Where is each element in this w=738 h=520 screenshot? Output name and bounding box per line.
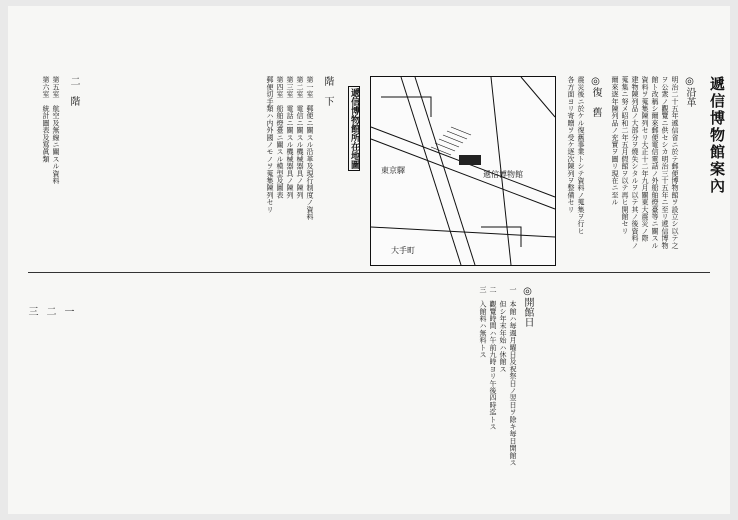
page-title: 遞信博物館案內 [708, 76, 726, 195]
kaikan-heading: ◎開館日 [522, 286, 533, 327]
enkaku-line: 蒐集ニ努メ昭和二年五月假館ヲ以テ再ヒ開館セリ [621, 76, 629, 235]
numbered-markers [26, 306, 72, 316]
kaika-line: 第四室 船舶燈臺ニ關スル模型及圖表 [276, 76, 284, 199]
kaika-heading: 階 下 [322, 76, 333, 106]
kaikan-line: 三 入館料ハ無料トス [479, 286, 487, 358]
enkaku-line: 爾來逐年陳列品ノ充實ヲ圖リ現在ニ至ル [611, 76, 619, 206]
nikai-line: 第五室 航空及無線ニ關スル資料 [52, 76, 60, 184]
nikai-heading: 二 階 [68, 76, 79, 106]
enkaku-line: 資料ヲ蒐集陳列セリ大正十二年九月關東大震災ノ際 [641, 76, 649, 242]
enkaku-line: ヲ公衆ノ觀覽ニ供セシカ明治三十五年ニ至リ遞信博物 [661, 76, 669, 249]
kaikan-line: 一 本館ハ毎週月曜日及祝祭日ノ翌日ヲ除キ毎日開館ス [509, 286, 517, 466]
marker-number: 二 [44, 306, 55, 316]
fukkyu-heading: ◎復 舊 [590, 76, 601, 117]
map-label-station: 東京驛 [381, 166, 405, 175]
enkaku-line: 館ト改稱シ爾來郵便電信電話ノ外船舶燈臺等ニ關スル [651, 76, 659, 249]
fukkyu-line: 震災後ニ於ケル復舊事業トシテ資料ノ蒐集ヲ行ヒ [577, 76, 585, 235]
section-divider [28, 272, 710, 273]
map-label-street: 大手町 [391, 246, 415, 255]
enkaku-heading: ◎沿革 [684, 76, 695, 107]
fukkyu-line: 各方面ヨリ寄贈ヲ受ケ逐次陳列ヲ整備セリ [567, 76, 575, 213]
kaika-line: 第二室 電信ニ關スル機械器具ノ陳列 [296, 76, 304, 199]
kaikan-line: 但シ年末年始ハ休館ス [499, 286, 507, 373]
kaikan-line: 二 觀覽時間ハ午前九時ヨリ午後四時迄トス [489, 286, 497, 430]
marker-number: 三 [26, 306, 37, 316]
document-page [8, 6, 730, 514]
museum-marker [459, 155, 481, 165]
nikai-line: 第六室 統計圖表及寫眞類 [42, 76, 50, 163]
location-map [370, 76, 556, 266]
map-caption: 遞信博物館所在地圖 [349, 88, 359, 169]
enkaku-line: 建物陳列品ノ大部分ヲ燒失シタルヲ以テ其ノ後資料ノ [631, 76, 639, 249]
kaika-line: 郵便切手類ハ内外國ノモノヲ蒐集陳列セリ [266, 76, 274, 213]
marker-number: 一 [62, 306, 73, 316]
map-drawing [371, 77, 555, 265]
enkaku-line: 明治二十五年遞信省ニ於テ郵便博物館ヲ設立シ以テ之 [671, 76, 679, 249]
kaika-line: 第三室 電話ニ關スル機械器具ノ陳列 [286, 76, 294, 199]
kaika-line: 第一室 郵便ニ關スル沿革及現行制度ノ資料 [306, 76, 314, 220]
map-label-museum: 遞信博物館 [483, 170, 523, 179]
